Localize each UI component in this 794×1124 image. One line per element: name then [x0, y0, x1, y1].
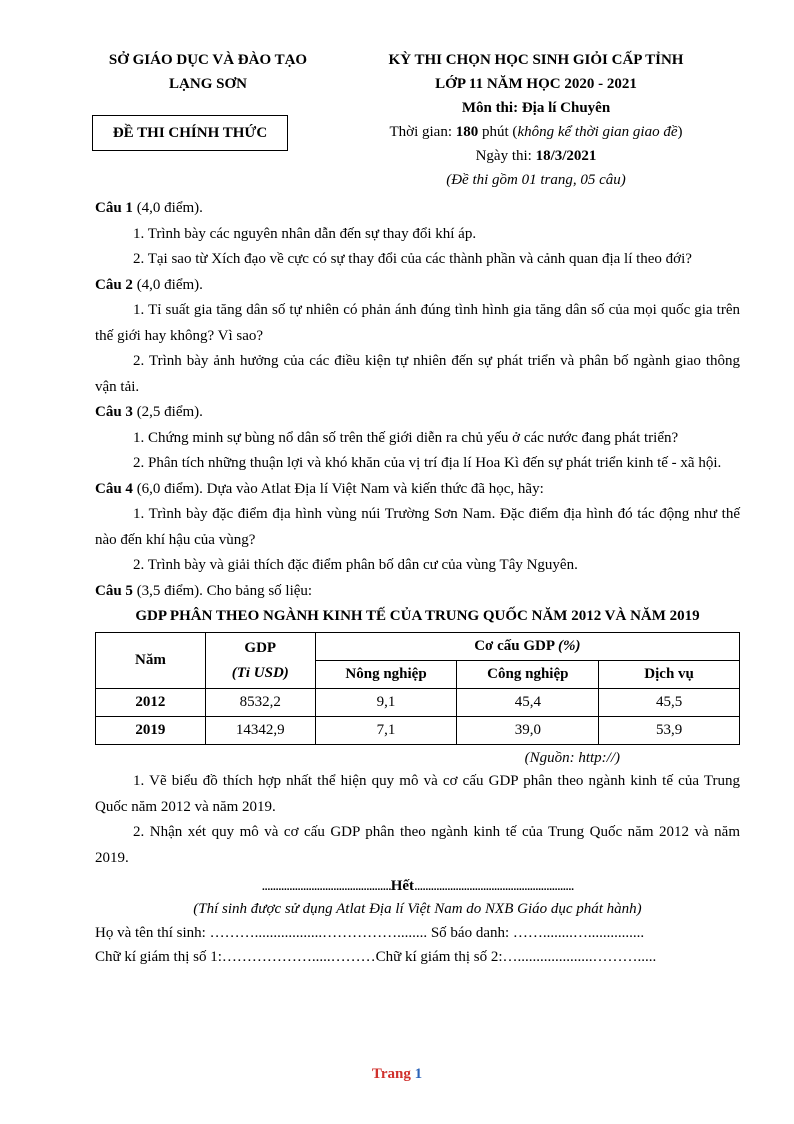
cell-gdp: 8532,2 [205, 689, 315, 717]
cell-services: 45,5 [599, 689, 740, 717]
page-note-text: (Đề thi gồm 01 trang, 05 câu) [446, 172, 626, 188]
cell-industry: 45,4 [457, 689, 599, 717]
date-value: 18/3/2021 [535, 148, 597, 164]
end-word: Hết [390, 878, 415, 894]
header-gdp-label: GDP [244, 639, 277, 656]
header-structure-unit: (%) [557, 637, 581, 654]
question-item: 2. Trình bày ảnh hưởng của các điều kiện tự nhiên đến sự phát triển và phân bố ngành giao thông vận tải. [95, 353, 740, 395]
official-exam-box [92, 115, 288, 151]
department-line-1: SỞ GIÁO DỤC VÀ ĐÀO TẠO [108, 52, 308, 68]
duration-close: ) [677, 124, 683, 140]
proctor-signature-line: Chữ kí giám thị số 1:……………….....………Chữ kí giám thị số 2:…....................………..... [95, 949, 657, 965]
header-gdp-unit: (Tỉ USD) [231, 664, 289, 681]
cell-industry: 39,0 [457, 717, 599, 745]
exam-header [336, 48, 736, 192]
question-item: 1. Tỉ suất gia tăng dân số tự nhiên có phản ánh đúng tình hình gia tăng dân số của mọi quốc gia trên thế giới hay không? Vì sao? [95, 302, 740, 344]
end-dots-left: ............................................... [261, 878, 391, 894]
candidate-info-line: Họ và tên thí sinh: ………..................……………........ Số báo danh: ……........…............... [95, 925, 645, 941]
department-header [80, 48, 336, 96]
question-points: (4,0 điểm). [132, 200, 203, 216]
table-row [96, 717, 740, 745]
grade-year: LỚP 11 NĂM HỌC 2020 - 2021 [435, 76, 637, 92]
question-item: 1. Chứng minh sự bùng nổ dân số trên thế giới diễn ra chủ yếu ở các nước đang phát triển? [133, 429, 679, 446]
question-heading: Câu 2 [95, 276, 133, 293]
question-heading: Câu 4 [95, 480, 133, 497]
table-header-row [96, 633, 740, 661]
page-note [336, 168, 736, 192]
date-prefix: Ngày thi: [475, 148, 536, 164]
question-heading: Câu 3 [95, 404, 133, 420]
cell-year: 2012 [96, 689, 206, 717]
header-structure [315, 633, 739, 661]
cell-services: 53,9 [599, 717, 740, 745]
atlas-note: (Thí sinh được sử dụng Atlat Địa lí Việt Nam do NXB Giáo dục phát hành) [193, 901, 642, 917]
duration-note: không kể thời gian giao đề [517, 124, 678, 140]
page-number: 1 [414, 1066, 423, 1082]
exam-body [95, 196, 740, 969]
exam-subject: Môn thi: Địa lí Chuyên [461, 100, 611, 116]
table-row [96, 689, 740, 717]
department-line-2: LẠNG SƠN [169, 76, 247, 92]
question-heading: Câu 5 [95, 582, 133, 599]
header-year: Năm [96, 633, 206, 689]
header-industry: Công nghiệp [457, 661, 599, 689]
question-2 [95, 273, 740, 299]
question-5-item: 2. Nhận xét quy mô và cơ cấu GDP phân theo ngành kinh tế của Trung Quốc năm 2012 và năm 2019. [95, 824, 740, 866]
exam-date [336, 144, 736, 168]
cell-agriculture: 9,1 [315, 689, 457, 717]
question-4 [95, 477, 740, 503]
question-item: 2. Trình bày và giải thích đặc điểm phân bố dân cư của vùng Tây Nguyên. [133, 557, 578, 573]
header-services: Dịch vụ [599, 661, 740, 689]
header-agriculture: Nông nghiệp [315, 661, 457, 689]
end-marker [95, 875, 740, 897]
question-item: 2. Tại sao từ Xích đạo về cực có sự thay đổi của các thành phần và cảnh quan địa lí theo đới? [133, 251, 692, 267]
official-exam-label: ĐỀ THI CHÍNH THỨC [112, 125, 268, 141]
duration-prefix: Thời gian: [389, 124, 456, 140]
question-heading: Câu 1 [95, 200, 133, 216]
question-points: (2,5 điểm). [132, 404, 203, 420]
duration-value: 180 [455, 124, 479, 140]
end-dots-right: .......................................................... [414, 878, 574, 894]
gdp-table [95, 632, 740, 745]
question-3 [95, 400, 740, 426]
question-points: (4,0 điểm). [132, 276, 203, 293]
question-points: (6,0 điểm). Dựa vào Atlat Địa lí Việt Nam và kiến thức đã học, hãy: [132, 480, 544, 497]
cell-gdp: 14342,9 [205, 717, 315, 745]
header-gdp [205, 633, 315, 689]
table-source: (Nguồn: http://) [524, 750, 620, 766]
question-item: 2. Phân tích những thuận lợi và khó khăn của vị trí địa lí Hoa Kì đến sự phát triển kinh tế - xã hội. [133, 455, 722, 471]
header-structure-label: Cơ cấu GDP [474, 637, 555, 654]
exam-duration [336, 120, 736, 144]
exam-title: KỲ THI CHỌN HỌC SINH GIỎI CẤP TỈNH [388, 52, 684, 68]
question-5-item: 1. Vẽ biểu đồ thích hợp nhất thể hiện quy mô và cơ cấu GDP phân theo ngành kinh tế của Trung Quốc năm 2012 và năm 2019. [95, 773, 740, 815]
page-footer [0, 1066, 794, 1083]
question-points: (3,5 điểm). Cho bảng số liệu: [132, 582, 313, 599]
duration-unit: phút ( [478, 124, 518, 140]
page-label: Trang [371, 1066, 411, 1082]
cell-agriculture: 7,1 [315, 717, 457, 745]
question-1 [95, 196, 740, 222]
table-title: GDP PHÂN THEO NGÀNH KINH TẾ CỦA TRUNG QUỐC NĂM 2012 VÀ NĂM 2019 [135, 608, 700, 624]
cell-year: 2019 [96, 717, 206, 745]
question-item: 1. Trình bày đặc điểm địa hình vùng núi Trường Sơn Nam. Đặc điểm địa hình đó tác động như thế nào đến khí hậu của vùng? [95, 506, 740, 548]
question-item: 1. Trình bày các nguyên nhân dẫn đến sự thay đổi khí áp. [133, 225, 477, 242]
question-5 [95, 579, 740, 605]
